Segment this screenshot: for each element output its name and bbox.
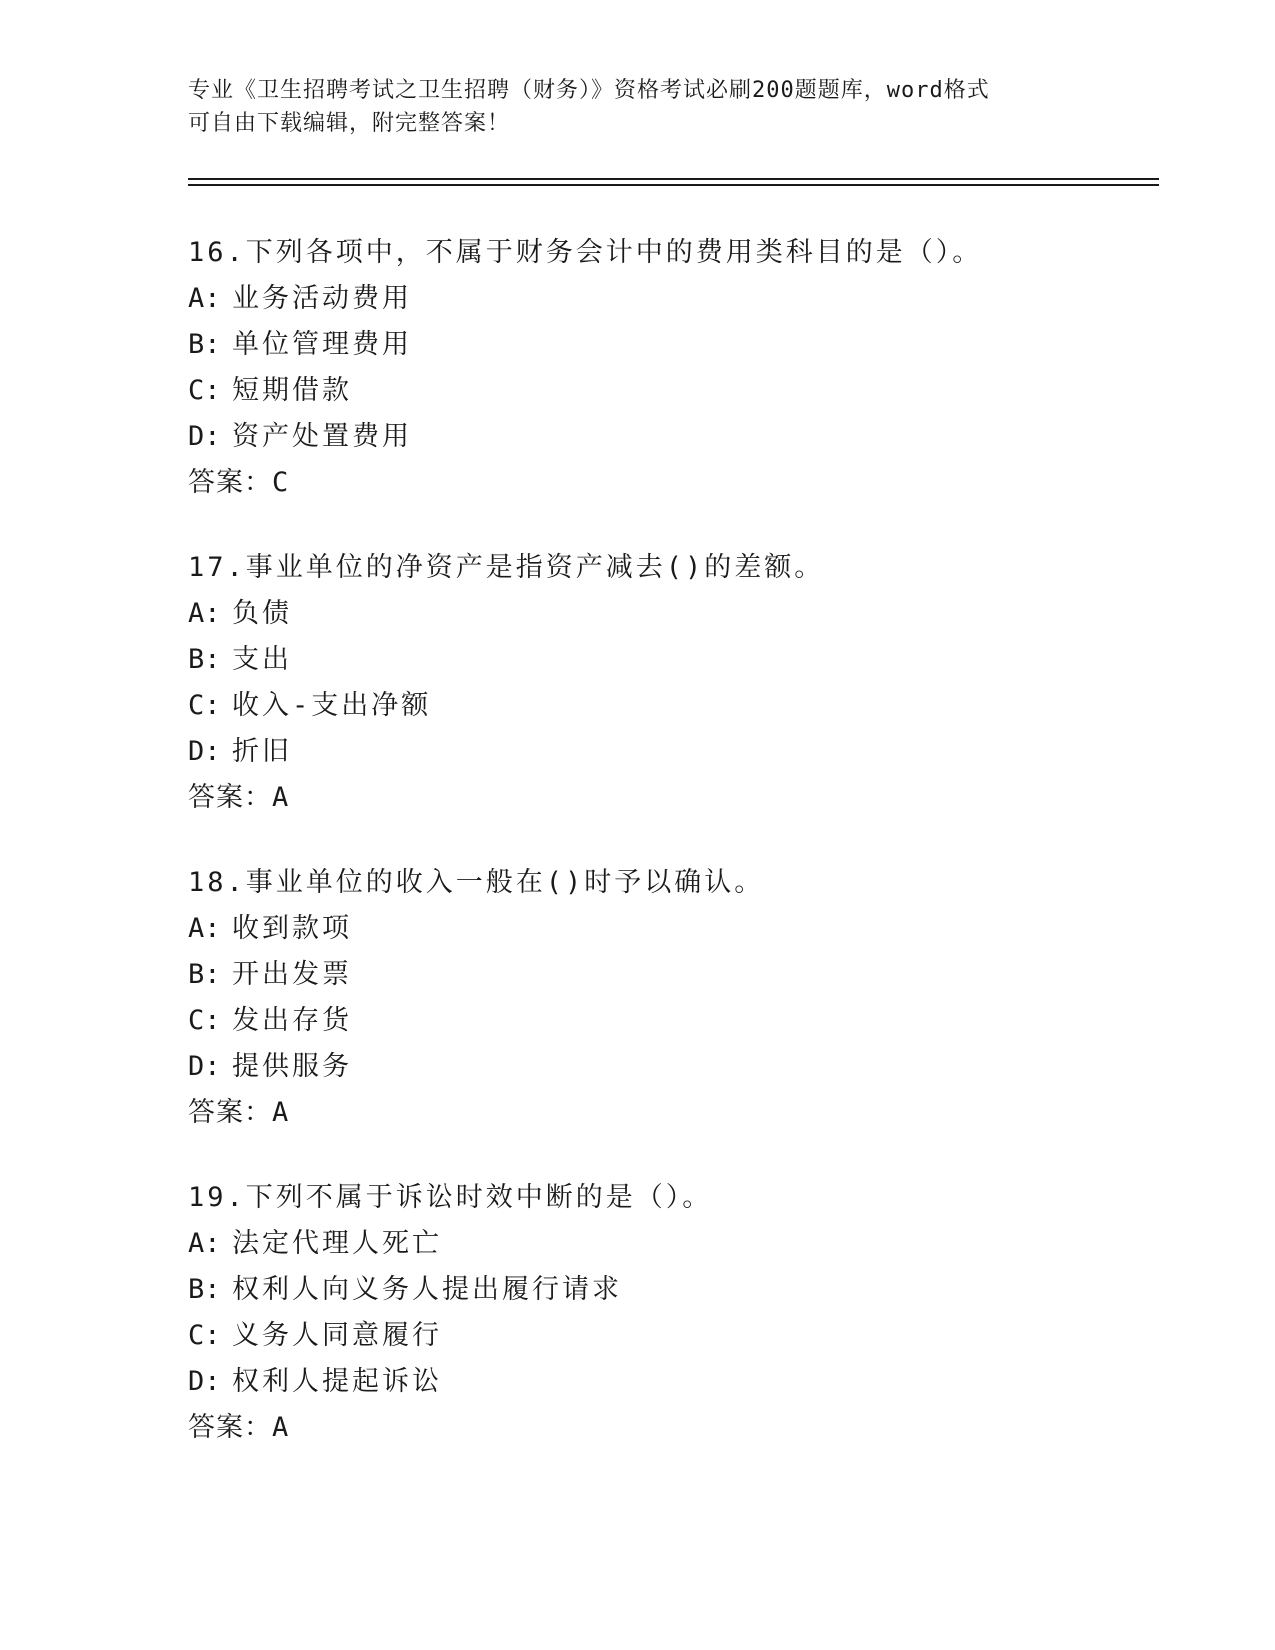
option-text: 提供服务	[232, 1051, 352, 1082]
question-19	[188, 1175, 1188, 1451]
option-text: 权利人提起诉讼	[232, 1366, 442, 1397]
answer-label: 答案：	[188, 467, 272, 498]
option-d	[188, 729, 1188, 775]
option-text: 短期借款	[232, 375, 352, 406]
answer-line	[188, 1405, 1188, 1451]
option-d	[188, 1359, 1188, 1405]
option-text: 收入-支出净额	[232, 690, 432, 721]
option-key: B:	[188, 329, 221, 360]
option-key: C:	[188, 690, 221, 721]
option-key: C:	[188, 1320, 221, 1351]
option-b	[188, 637, 1188, 683]
option-key: D:	[188, 1366, 221, 1397]
answer-line	[188, 775, 1188, 821]
option-text: 发出存货	[232, 1005, 352, 1036]
question-17	[188, 545, 1188, 821]
question-stem: 16.下列各项中，不属于财务会计中的费用类科目的是（）。	[188, 237, 983, 268]
option-text: 权利人向义务人提出履行请求	[232, 1274, 622, 1305]
option-d	[188, 1044, 1188, 1090]
option-c	[188, 1313, 1188, 1359]
answer-value: C	[272, 467, 290, 498]
question-16	[188, 230, 1188, 506]
option-text: 折旧	[232, 736, 292, 767]
answer-line	[188, 1090, 1188, 1136]
answer-value: A	[272, 1097, 290, 1128]
header-divider-bottom	[188, 184, 1159, 186]
option-key: B:	[188, 1274, 221, 1305]
question-stem: 17.事业单位的净资产是指资产减去()的差额。	[188, 552, 825, 583]
question-18	[188, 860, 1188, 1136]
option-text: 资产处置费用	[232, 421, 412, 452]
option-key: C:	[188, 1005, 221, 1036]
option-text: 义务人同意履行	[232, 1320, 442, 1351]
option-key: D:	[188, 736, 221, 767]
option-text: 开出发票	[232, 959, 352, 990]
option-c	[188, 368, 1188, 414]
option-key: D:	[188, 1051, 221, 1082]
option-text: 收到款项	[232, 913, 352, 944]
option-d	[188, 414, 1188, 460]
option-a	[188, 906, 1188, 952]
option-key: A:	[188, 598, 221, 629]
option-c	[188, 683, 1188, 729]
header-line-1: 专业《卫生招聘考试之卫生招聘（财务）》资格考试必刷200题题库，word格式	[188, 78, 990, 103]
option-text: 支出	[232, 644, 292, 675]
option-text: 法定代理人死亡	[232, 1228, 442, 1259]
option-key: A:	[188, 913, 221, 944]
answer-value: A	[272, 1412, 290, 1443]
question-stem: 18.事业单位的收入一般在()时予以确认。	[188, 867, 765, 898]
answer-label: 答案：	[188, 782, 272, 813]
option-key: C:	[188, 375, 221, 406]
question-stem: 19.下列不属于诉讼时效中断的是（）。	[188, 1182, 713, 1213]
option-b	[188, 952, 1188, 998]
option-text: 单位管理费用	[232, 329, 412, 360]
option-key: A:	[188, 1228, 221, 1259]
option-a	[188, 591, 1188, 637]
option-key: B:	[188, 959, 221, 990]
option-c	[188, 998, 1188, 1044]
option-key: D:	[188, 421, 221, 452]
answer-line	[188, 460, 1188, 506]
header-divider-top	[188, 178, 1159, 180]
option-key: B:	[188, 644, 221, 675]
header-line-2: 可自由下载编辑，附完整答案！	[188, 111, 511, 136]
answer-label: 答案：	[188, 1412, 272, 1443]
answer-label: 答案：	[188, 1097, 272, 1128]
document-header	[188, 74, 1088, 140]
option-key: A:	[188, 283, 221, 314]
answer-value: A	[272, 782, 290, 813]
option-b	[188, 322, 1188, 368]
option-text: 业务活动费用	[232, 283, 412, 314]
option-text: 负债	[232, 598, 292, 629]
option-a	[188, 1221, 1188, 1267]
option-a	[188, 276, 1188, 322]
option-b	[188, 1267, 1188, 1313]
